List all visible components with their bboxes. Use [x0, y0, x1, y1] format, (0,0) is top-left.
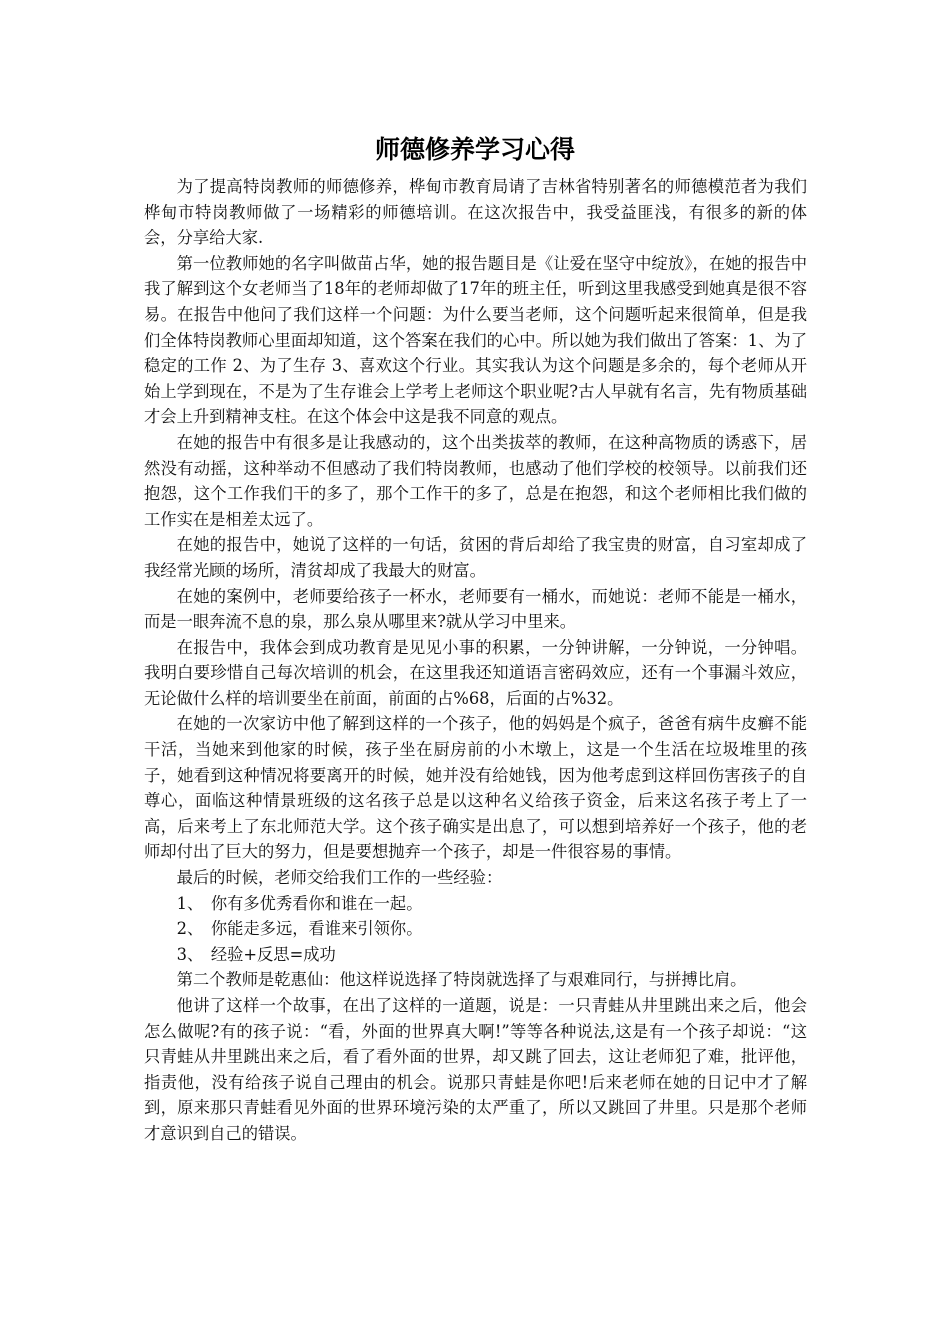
- paragraph-moved: 在她的报告中有很多是让我感动的，这个出类拔萃的教师，在这种高物质的诱惑下，居然没有动摇，这种举动不但感动了我们特岗教师，也感动了他们学校的校领导。以前我们还抱怨，这个工作我们干的多了，那个工作干的多了，总是在抱怨，和这个老师相比我们做的工作实在是相差太远了。: [144, 432, 807, 529]
- document-title: 师德修养学习心得: [374, 135, 575, 164]
- list-item-number: 2、: [176, 919, 204, 939]
- paragraph-success-education: 在报告中，我体会到成功教育是见见小事的积累，一分钟讲解，一分钟说，一分钟唱。我明白要珍惜自己每次培训的机会，在这里我还知道语言密码效应，还有一个事漏斗效应，无论做什么样的培训要坐在前面，前面的占%68，后面的占%32。: [144, 637, 807, 708]
- list-item-number: 3、: [176, 944, 204, 964]
- list-item-number: 1、: [176, 893, 204, 913]
- list-item: [144, 891, 807, 917]
- paragraph-frog-story: 他讲了这样一个故事，在出了这样的一道题，说是：一只青蛙从井里跳出来之后，他会怎么做呢?有的孩子说：“看，外面的世界真大啊!”等等各种说法,这是有一个孩子却说：“这只青蛙从井里跳出来之后，看了看外面的世界，却又跳了回去，这让老师犯了难，批评他，指责他，没有给孩子说自己理由的机会。说那只青蛙是你吧!后来老师在她的日记中才了解到，原来那只青蛙看见外面的世界环境污染的太严重了，所以又跳回了井里。只是那个老师才意识到自己的错误。: [144, 996, 808, 1143]
- paragraph-case: 在她的案例中，老师要给孩子一杯水，老师要有一桶水，而她说：老师不能是一桶水，而是一眼奔流不息的泉，那么泉从哪里来?就从学习中里来。: [144, 586, 807, 632]
- document-body: [144, 174, 807, 1147]
- paragraph-second-teacher: 第二个教师是乾惠仙：他这样说选择了特岗就选择了与艰难同行，与拼搏比肩。: [176, 970, 747, 990]
- paragraph-intro: 为了提高特岗教师的师德修养，桦甸市教育局请了吉林省特别著名的师德模范者为我们桦甸市特岗教师做了一场精彩的师德培训。在这次报告中，我受益匪浅，有很多的新的体会，分享给大家.: [144, 177, 807, 248]
- paragraph-experience-intro: 最后的时候，老师交给我们工作的一些经验：: [176, 868, 503, 888]
- paragraph-home-visit: 在她的一次家访中他了解到这样的一个孩子，他的妈妈是个疯子，爸爸有病牛皮癣不能干活，当她来到他家的时候，孩子坐在厨房前的小木墩上，这是一个生活在垃圾堆里的孩子，她看到这种情况将要离开的时候，她并没有给她钱，因为他考虑到这样回伤害孩子的自尊心，面临这种情景班级的这名孩子总是以这种名义给孩子资金，后来这名孩子考上了一高，后来考上了东北师范大学。这个孩子确实是出息了，可以想到培养好一个孩子，他的老师却付出了巨大的努力，但是要想抛弃一个孩子，却是一件很容易的事情。: [144, 714, 807, 862]
- list-item-text: 你有多优秀看你和谁在一起。: [210, 893, 423, 913]
- paragraph-quote: 在她的报告中，她说了这样的一句话，贫困的背后却给了我宝贵的财富，自习室却成了我经常光顾的场所，清贫却成了我最大的财富。: [144, 535, 807, 580]
- list-item: [144, 916, 807, 942]
- paragraph-first-teacher: 第一位教师她的名字叫做苗占华，她的报告题目是《让爱在坚守中绽放》，在她的报告中我了解到这个女老师当了18年的老师却做了17年的班主任，听到这里我感受到她真是很不容易。在报告中他问了我们这样一个问题：为什么要当老师，这个问题听起来很简单，但是我们全体特岗教师心里面却知道，这个答案在我们的心中。所以她为我们做出了答案：1、为了稳定的工作 2、为了生存 3、喜欢这个行业。其实我认为这个问题是多余的，每个老师从开始上学到现在，不是为了生存谁会上学考上老师这个职业呢?古人早就有名言，先有物质基础才会上升到精神支柱。在这个体会中这是我不同意的观点。: [144, 253, 807, 427]
- list-item-text: 你能走多远，看谁来引领你。: [210, 919, 423, 939]
- list-item-text: 经验+反思=成功: [210, 944, 336, 964]
- list-item: [144, 942, 807, 968]
